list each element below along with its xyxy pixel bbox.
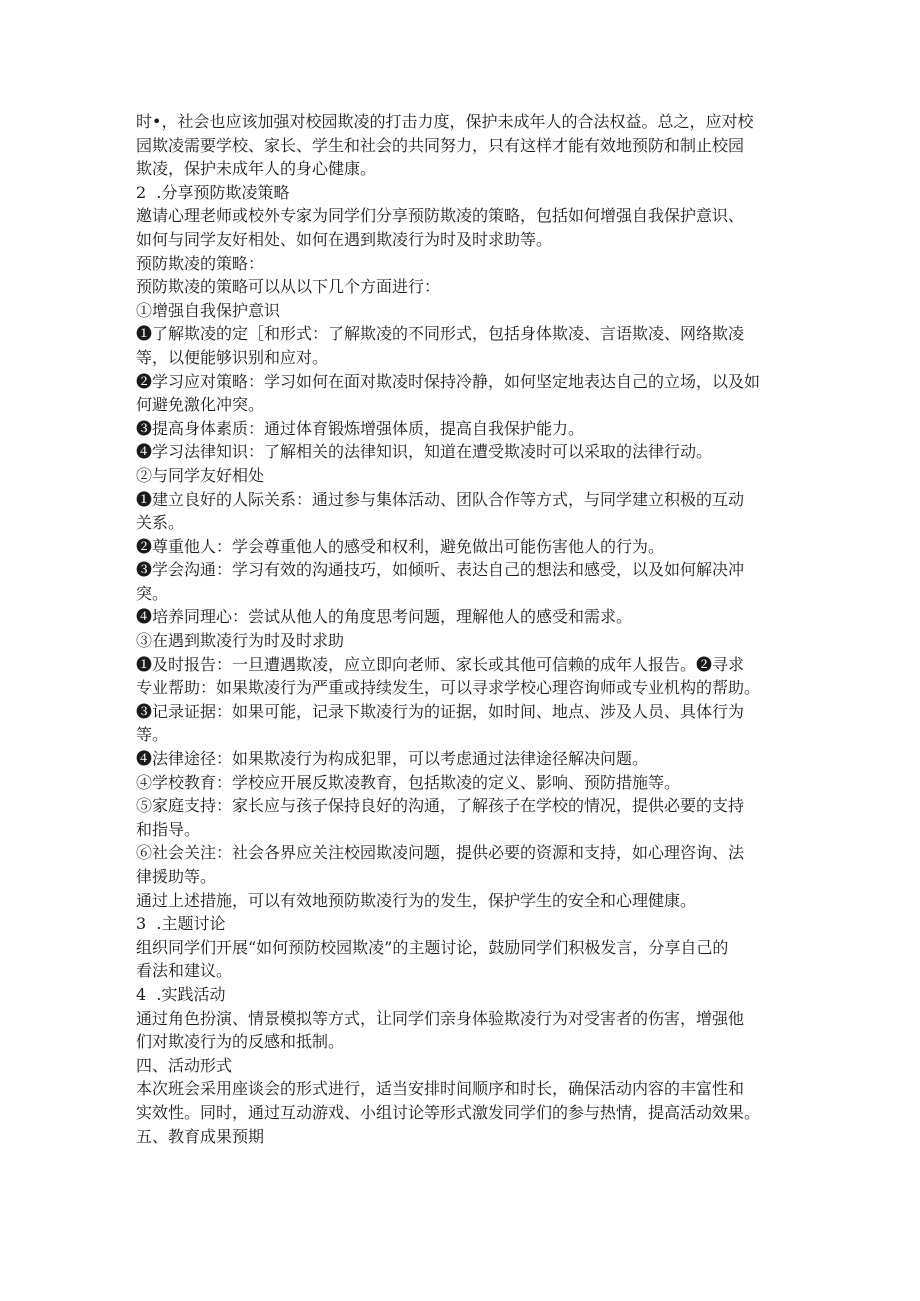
chapter-heading: 五、教育成果预期 [136, 1126, 265, 1146]
list-item: ❶及时报告：一旦遭遇欺凌，应立即向老师、家长或其他可信赖的成年人报告。❷寻求 [136, 654, 745, 674]
list-item: ⑥社会关注：社会各界应关注校园欺凌问题，提供必要的资源和支持，如心理咨询、法 [136, 843, 745, 863]
list-item: ④学校教育：学校应开展反欺凌教育，包括欺凌的定义、影响、预防措施等。 [136, 772, 681, 792]
text-line: 园欺凌需要学校、家长、学生和社会的共同努力，只有这样才能有效地预防和制止校园 [136, 135, 745, 155]
text-line: 组织同学们开展“如何预防校园欺凌”的主题讨论，鼓励同学们积极发言，分享自己的 [136, 937, 729, 957]
list-item: ❸记录证据：如果可能，记录下欺凌行为的证据，如时间、地点、涉及人员、具体行为 [136, 701, 745, 721]
section-heading: 2 .分享预防欺凌策略 [136, 182, 290, 202]
list-item: ❸学会沟通：学习有效的沟通技巧，如倾听、表达自己的想法和感受，以及如何解决冲 [136, 560, 745, 580]
list-item: ❶了解欺凌的定［和形式：了解欺凌的不同形式，包括身体欺凌、言语欺凌、网络欺凌 [136, 324, 745, 344]
text-line: 们对欺凌行为的反感和抵制。 [136, 1032, 345, 1052]
text-line: 关系。 [136, 513, 185, 533]
list-item: ❸提高身体素质：通过体育锻炼增强体质，提高自我保护能力。 [136, 418, 585, 438]
text-line: 律援助等。 [136, 867, 217, 886]
text-line: 专业帮助：如果欺凌行为严重或持续发生，可以寻求学校心理咨询师或专业机构的帮助。 [136, 678, 761, 698]
text-line: 通过上述措施，可以有效地预防欺凌行为的发生，保护学生的安全和心理健康。 [136, 890, 697, 910]
subsection-heading: ②与同学友好相处 [136, 465, 265, 485]
text-line: 实效性。同时，通过互动游戏、小组讨论等形式激发同学们的参与热情，提高活动效果。 [136, 1102, 761, 1122]
subsection-heading: ①增强自我保护意识 [136, 300, 281, 320]
text-line: 等。 [136, 725, 169, 745]
list-item: ❹法律途径：如果欺凌行为构成犯罪，可以考虑通过法律途径解决问题。 [136, 749, 649, 769]
text-line: 通过角色扮演、情景模拟等方式，让同学们亲身体验欺凌行为对受害者的伤害，增强他 [136, 1008, 745, 1028]
text-line: 邀请心理老师或校外专家为同学们分享预防欺凌的策略，包括如何增强自我保护意识、 [136, 206, 745, 226]
section-heading: 3 .主题讨论 [136, 914, 226, 934]
text-line: 欺凌，保护未成年人的身心健康。 [136, 159, 377, 179]
chapter-heading: 四、活动形式 [136, 1055, 233, 1075]
section-heading: 4 .实践活动 [136, 984, 226, 1004]
subsection-heading: ③在遇到欺凌行为时及时求助 [136, 631, 345, 651]
text-line: 等，以便能够识别和应对。 [136, 347, 329, 367]
text-line: 预防欺凌的策略可以从以下几个方面进行： [136, 277, 441, 297]
text-line: 时•，社会也应该加强对校园欺凌的打击力度，保护未成年人的合法权益。总之，应对校 [136, 112, 754, 131]
list-item: ❷尊重他人：学会尊重他人的感受和权利，避免做出可能伤害他人的行为。 [136, 536, 665, 556]
text-line: 和指导。 [136, 819, 201, 839]
list-item: ❶建立良好的人际关系：通过参与集体活动、团队合作等方式，与同学建立积极的互动 [136, 489, 745, 509]
text-line: 预防欺凌的策略： [136, 253, 265, 273]
text-line: 本次班会采用座谈会的形式进行，适当安排时间顺序和时长，确保活动内容的丰富性和 [136, 1079, 745, 1099]
text-line: 突。 [136, 583, 169, 603]
list-item: ❹培养同理心：尝试从他人的角度思考问题，理解他人的感受和需求。 [136, 607, 633, 627]
text-line: 看法和建议。 [136, 961, 233, 981]
list-item: ❹学习法律知识：了解相关的法律知识，知道在遭受欺凌时可以采取的法律行动。 [136, 442, 713, 462]
list-item: ⑤家庭支持：家长应与孩子保持良好的沟通，了解孩子在学校的情况，提供必要的支持 [136, 796, 745, 816]
list-item: ❷学习应对策略：学习如何在面对欺凌时保持冷静，如何坚定地表达自己的立场，以及如 [136, 371, 761, 391]
text-line: 如何与同学友好相处、如何在遇到欺凌行为时及时求助等。 [136, 229, 553, 249]
document-page [136, 110, 796, 1148]
text-line: 何避免激化冲突。 [136, 395, 265, 415]
